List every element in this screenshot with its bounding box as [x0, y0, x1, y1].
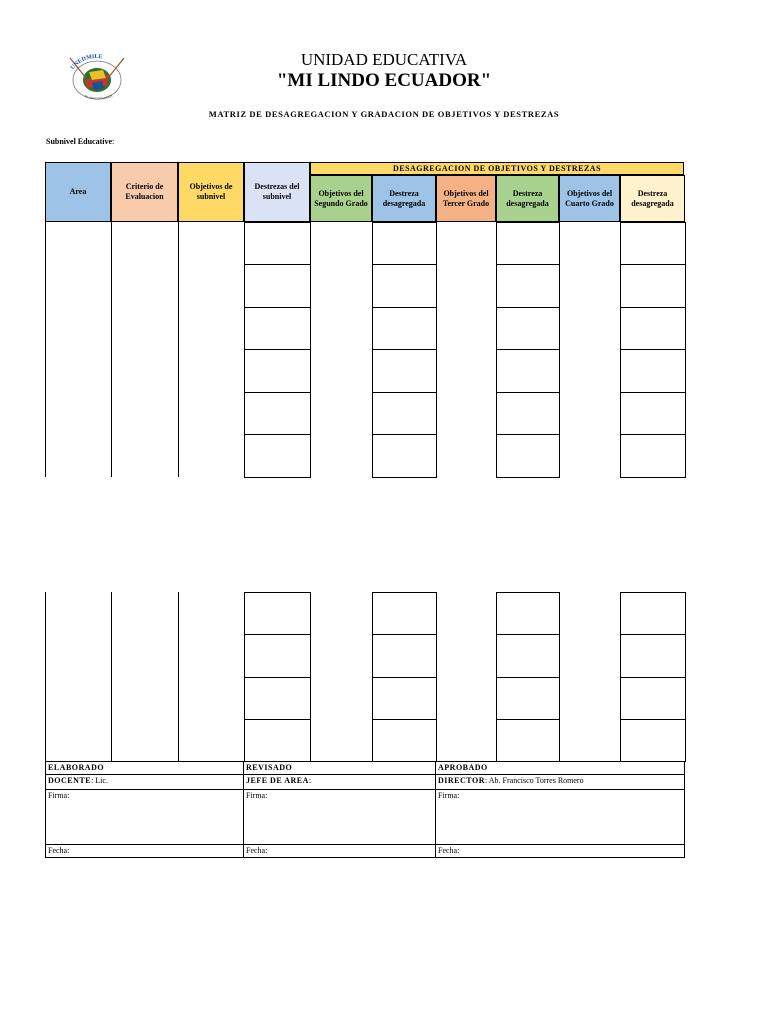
fecha-elaborado[interactable]: Fecha: — [46, 845, 244, 857]
destreza-cell[interactable] — [244, 349, 311, 393]
destreza-cell[interactable] — [372, 719, 437, 762]
destreza-cell[interactable] — [244, 592, 311, 635]
destreza-cell[interactable] — [620, 307, 686, 350]
signature-table — [45, 761, 685, 858]
destreza-cell[interactable] — [496, 264, 560, 308]
destreza-cell[interactable] — [496, 434, 560, 478]
destreza-cell[interactable] — [620, 719, 686, 762]
docente-field[interactable]: DOCENTE: Lic. — [46, 775, 244, 790]
destreza-cell[interactable] — [372, 434, 437, 478]
firma-revisado[interactable]: Firma: — [244, 790, 436, 845]
destreza-cell[interactable] — [244, 392, 311, 435]
destreza-cell[interactable] — [244, 264, 311, 308]
revisado-header: REVISADO — [244, 762, 436, 775]
fecha-revisado[interactable]: Fecha: — [244, 845, 436, 857]
destreza-cell[interactable] — [244, 719, 311, 762]
column-header: Criterio de Evaluacion — [111, 162, 178, 222]
director-field[interactable]: DIRECTOR: Ab. Francisco Torres Romero — [436, 775, 684, 790]
destreza-cell[interactable] — [496, 307, 560, 350]
destreza-cell[interactable] — [372, 349, 437, 393]
destreza-cell[interactable] — [372, 392, 437, 435]
column-header: Destreza desagregada — [620, 175, 685, 222]
destreza-cell[interactable] — [372, 264, 437, 308]
column-header: Objetivos del Cuarto Grado — [559, 175, 620, 222]
destreza-cell[interactable] — [620, 434, 686, 478]
column-header: Area — [45, 162, 111, 222]
column-header: Objetivos del Segundo Grado — [310, 175, 372, 222]
subnivel-value: : — [112, 137, 115, 146]
destreza-cell[interactable] — [244, 677, 311, 720]
destreza-cell[interactable] — [620, 349, 686, 393]
column-header: Objetivos del Tercer Grado — [436, 175, 496, 222]
grid-line — [111, 222, 112, 477]
destreza-cell[interactable] — [372, 634, 437, 678]
destreza-cell[interactable] — [620, 264, 686, 308]
destreza-cell[interactable] — [372, 592, 437, 635]
grid-line — [45, 592, 46, 761]
document-title: MATRIZ DE DESAGREGACION Y GRADACION DE OBJETIVOS Y DESTREZAS — [208, 109, 560, 119]
logo-text: UNEDMILE — [69, 53, 103, 71]
destreza-cell[interactable] — [244, 307, 311, 350]
destreza-cell[interactable] — [244, 434, 311, 478]
subnivel-field — [46, 137, 114, 146]
jefe-area-field[interactable]: JEFE DE AREA: — [244, 775, 436, 790]
destreza-cell[interactable] — [620, 677, 686, 720]
fecha-aprobado[interactable]: Fecha: — [438, 846, 460, 855]
firma-elaborado[interactable]: Firma: — [46, 790, 244, 845]
column-header: Destreza desagregada — [496, 175, 559, 222]
destreza-cell[interactable] — [496, 634, 560, 678]
school-title: "MI LINDO ECUADOR" — [276, 70, 492, 91]
destreza-cell[interactable] — [496, 222, 560, 265]
grid-line — [45, 222, 46, 477]
destreza-cell[interactable] — [620, 592, 686, 635]
school-name: UNIDAD EDUCATIVA — [300, 50, 468, 69]
destreza-cell[interactable] — [620, 392, 686, 435]
subnivel-label: Subnivel Educative — [46, 137, 113, 146]
grid-line — [178, 222, 179, 477]
destreza-cell[interactable] — [372, 222, 437, 265]
elaborado-header: ELABORADO — [46, 762, 244, 775]
logo-caption: MI LINDO ECUADOR — [84, 93, 114, 101]
destreza-cell[interactable] — [496, 349, 560, 393]
destreza-cell[interactable] — [620, 634, 686, 678]
destreza-cell[interactable] — [244, 222, 311, 265]
group-header: DESAGREGACION DE OBJETIVOS Y DESTREZAS — [310, 162, 684, 175]
destreza-cell[interactable] — [496, 677, 560, 720]
destreza-cell[interactable] — [244, 634, 311, 678]
column-header: Destreza desagregada — [372, 175, 436, 222]
grid-line — [111, 592, 112, 761]
destreza-cell[interactable] — [372, 307, 437, 350]
destreza-cell[interactable] — [496, 392, 560, 435]
destreza-cell[interactable] — [496, 719, 560, 762]
column-header: Destrezas del subnivel — [244, 162, 310, 222]
grid-line — [178, 592, 179, 761]
destreza-cell[interactable] — [620, 222, 686, 265]
firma-aprobado[interactable]: Firma: — [436, 790, 684, 845]
destreza-cell[interactable] — [496, 592, 560, 635]
destreza-cell[interactable] — [372, 677, 437, 720]
column-header: Objetivos de subnivel — [178, 162, 244, 222]
aprobado-header: APROBADO — [436, 762, 684, 775]
